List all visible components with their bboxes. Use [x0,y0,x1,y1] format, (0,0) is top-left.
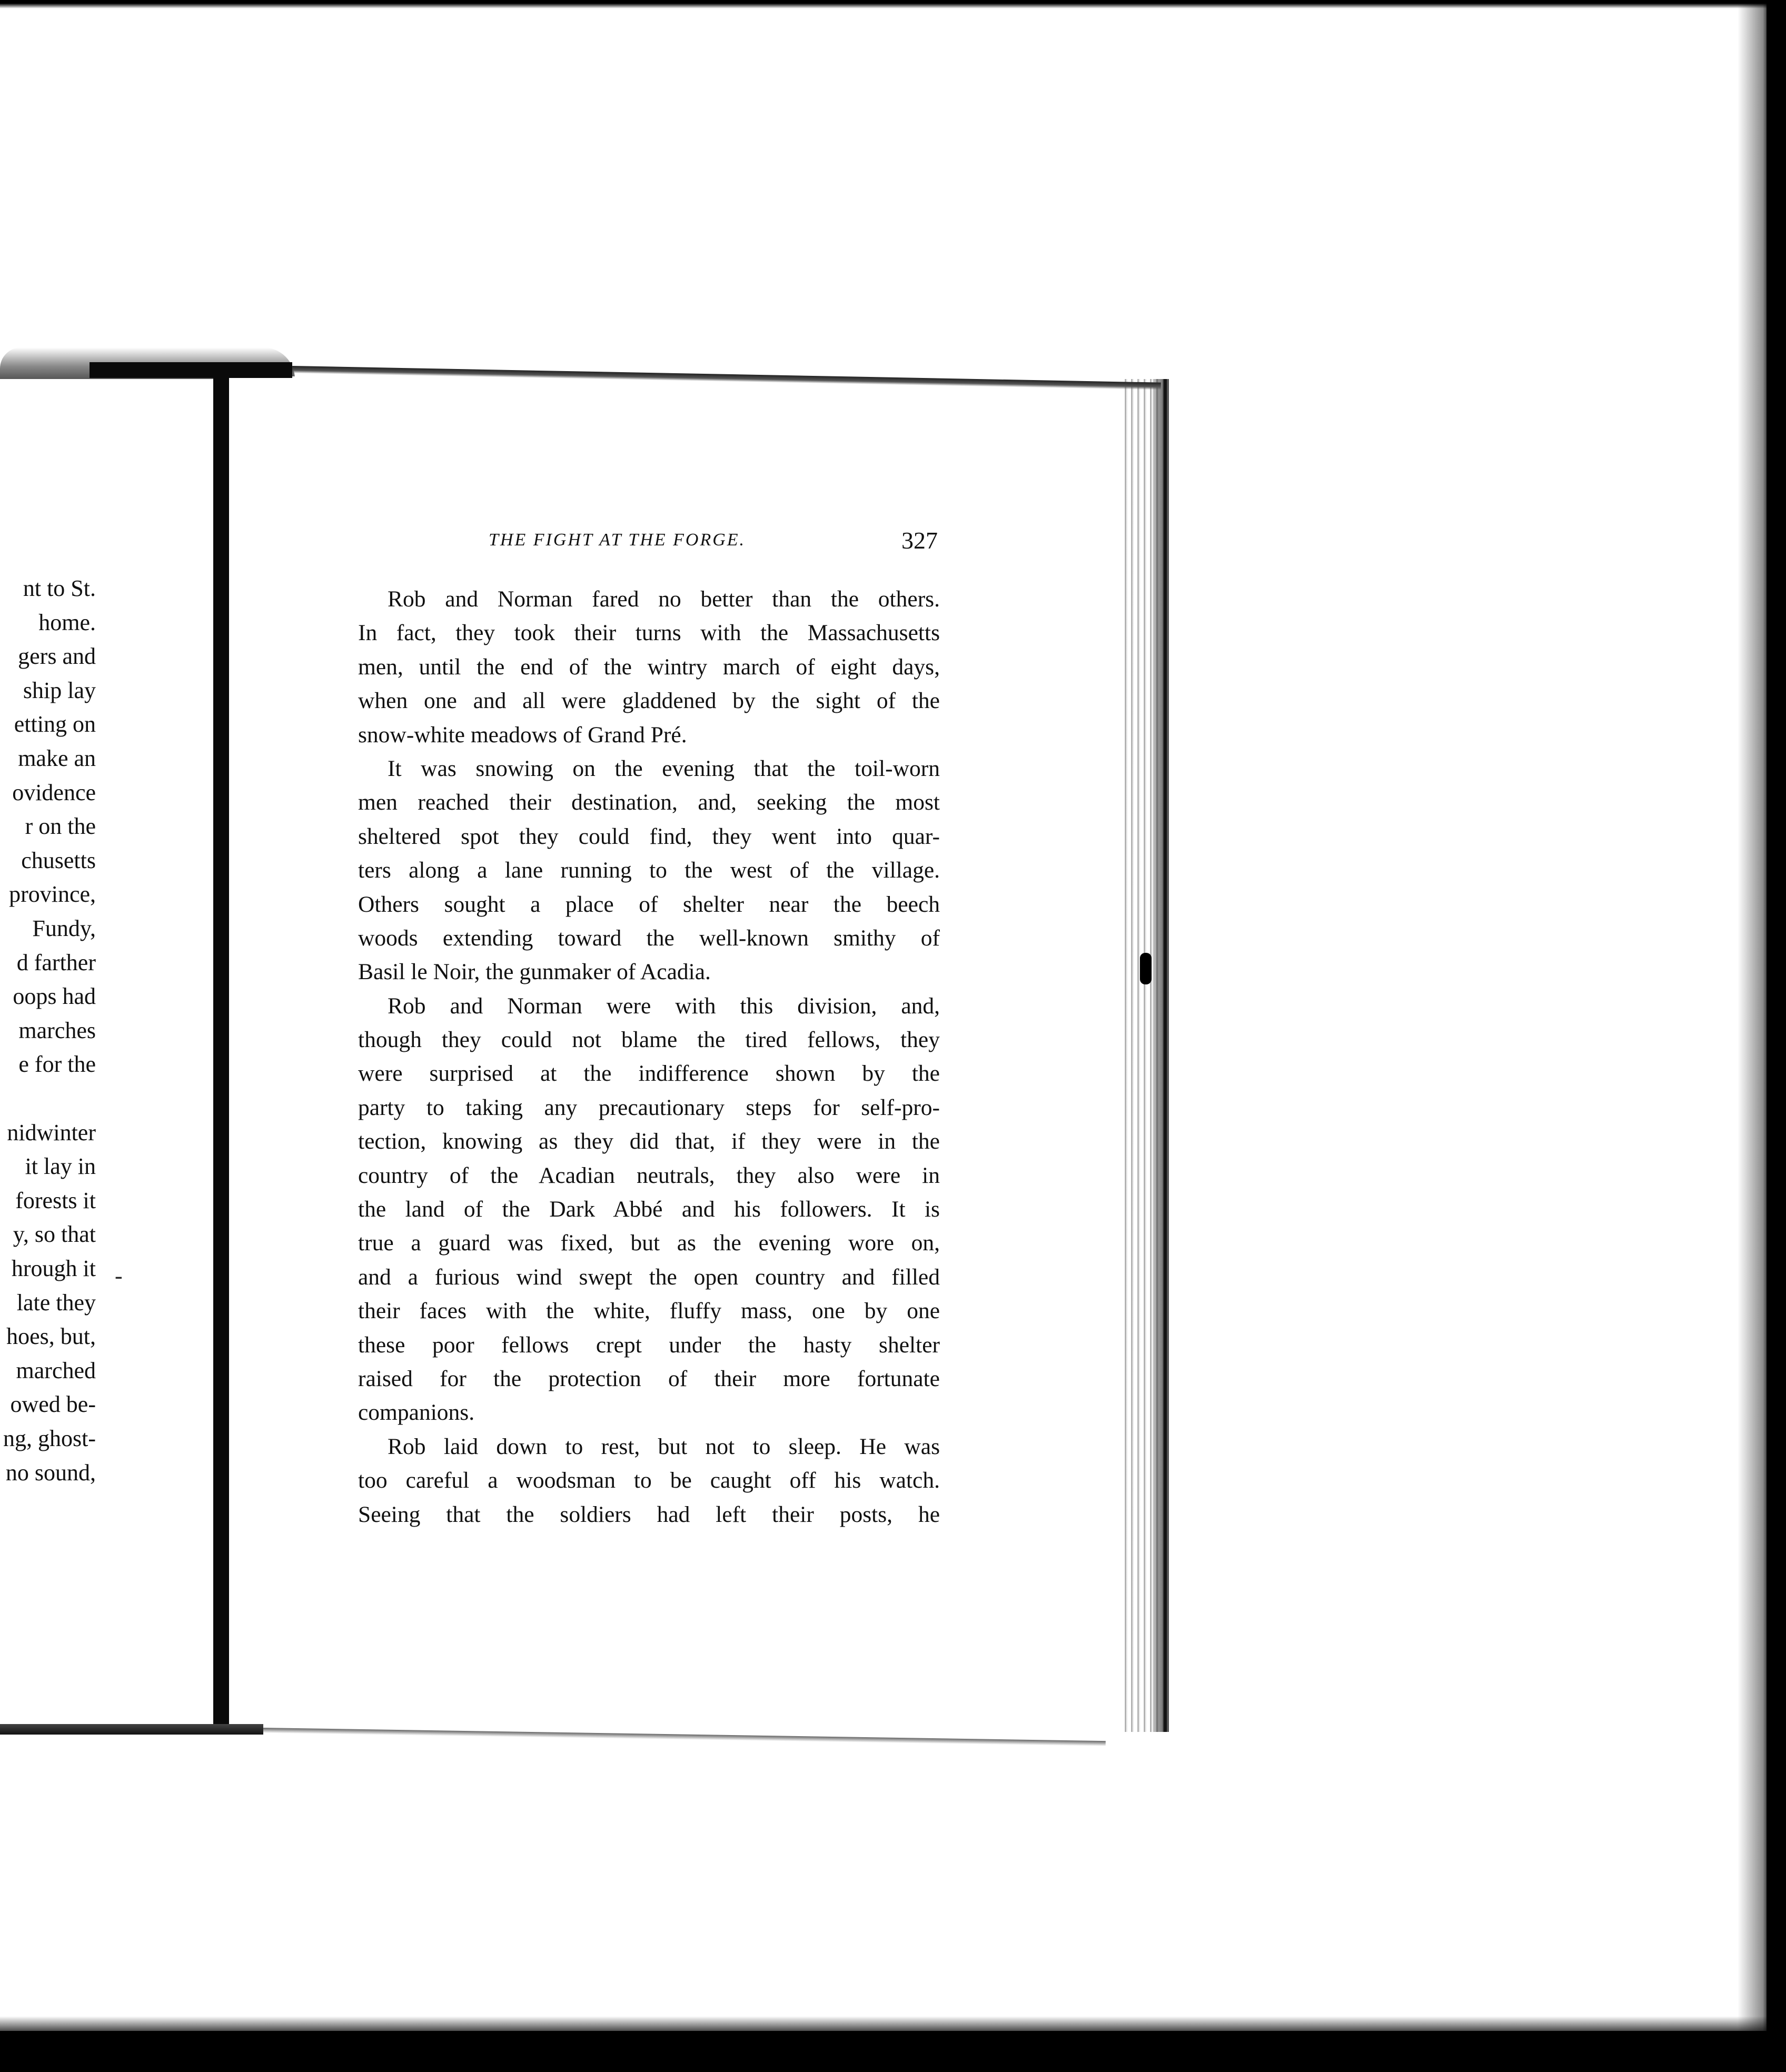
left-page-line: nidwinter [7,1119,96,1145]
bottom-binding-bar [0,1724,263,1735]
left-page-line: forests it [15,1187,96,1213]
left-page-line: late they [16,1289,96,1316]
left-page-line: y, so that [13,1221,96,1248]
body-line: Seeing that the soldiers had left their posts, he [358,1501,940,1527]
body-line: these poor fellows crept under the hasty shelter [358,1332,940,1358]
left-page-line: Fundy, [32,915,96,941]
left-page-line: d farther [16,949,96,975]
body-line: Others sought a place of shelter near the beech [358,891,940,917]
left-page-line: chusetts [21,847,96,873]
body-line: and a furious wind swept the open country and filled [358,1264,940,1290]
left-page-line: hoes, but, [6,1323,96,1350]
body-line: snow-white meadows of Grand Pré. [358,722,687,748]
left-page-line: ng, ghost- [3,1426,96,1451]
body-line: too careful a woodsman to be caught off his watch. [358,1468,940,1493]
body-line: tection, knowing as they did that, if they were in the [358,1129,940,1154]
running-head: THE FIGHT AT THE FORGE. [489,530,746,550]
body-line: their faces with the white, fluffy mass, one by one [358,1298,940,1324]
top-binding-bar [90,362,292,378]
left-page-line: province, [9,881,96,908]
body-line: Rob and Norman fared no better than the others. [388,586,940,612]
body-line: men, until the end of the wintry march of eight days, [358,654,940,680]
body-line: were surprised at the indifference shown by the [358,1061,940,1087]
body-line: party to taking any precautionary steps for self-pro- [358,1094,940,1120]
body-line: Rob laid down to rest, but not to sleep. He was [388,1433,940,1459]
left-page-line: home. [38,609,96,635]
left-page-line: hrough it [11,1256,96,1281]
left-page-line: etting on [14,711,96,738]
page-number: 327 [901,527,938,554]
body-line: country of the Acadian neutrals, they also were in [358,1162,940,1188]
page-edge-blot [1140,953,1152,984]
left-page-line: nt to St. [23,575,96,601]
scan-border-right-shadow [1738,0,1769,2072]
left-page-line: e for the [18,1051,96,1078]
left-page-line: no sound, [5,1459,96,1486]
scan-border-bottom [0,2031,1786,2072]
body-line: Basil le Noir, the gunmaker of Acadia. [358,959,711,985]
page-edge-shadow [1153,379,1169,1732]
left-page-line: r on the [25,813,96,840]
body-line: men reached their destination, and, seeking the most [358,790,940,815]
body-line: In fact, they took their turns with the Massachusetts [358,620,940,646]
left-page-line: oops had [13,983,96,1010]
left-page-line: owed be- [10,1391,96,1418]
left-page-line: make an [18,745,96,771]
left-page-line: ovidence [12,779,96,805]
left-page-line: marches [18,1017,96,1043]
body-line: Rob and Norman were with this division, and, [388,993,940,1019]
body-line: true a guard was fixed, but as the evening wore on, [358,1230,940,1256]
scan-border-top [0,0,1786,8]
book-spine [213,368,229,1732]
body-line: ters along a lane running to the west of the village. [358,858,940,883]
left-page-line: ship lay [23,677,96,703]
body-line: It was snowing on the evening that the toil-worn [388,755,940,781]
left-page-line: gers and [18,643,96,670]
margin-mark: - [115,1263,123,1289]
left-page-line: marched [16,1357,96,1383]
body-line: the land of the Dark Abbé and his followers. It is [358,1197,940,1222]
body-line: companions. [358,1400,475,1426]
scan-border-right [1767,0,1786,2072]
body-line: sheltered spot they could find, they went into quar- [358,823,940,849]
body-line: though they could not blame the tired fellows, they [358,1027,940,1053]
left-page-line: it lay in [25,1153,96,1180]
body-line: when one and all were gladdened by the sight of the [358,688,940,714]
page-body [358,582,940,1531]
body-line: raised for the protection of their more fortunate [358,1366,940,1391]
body-line: woods extending toward the well-known smithy of [358,925,940,951]
